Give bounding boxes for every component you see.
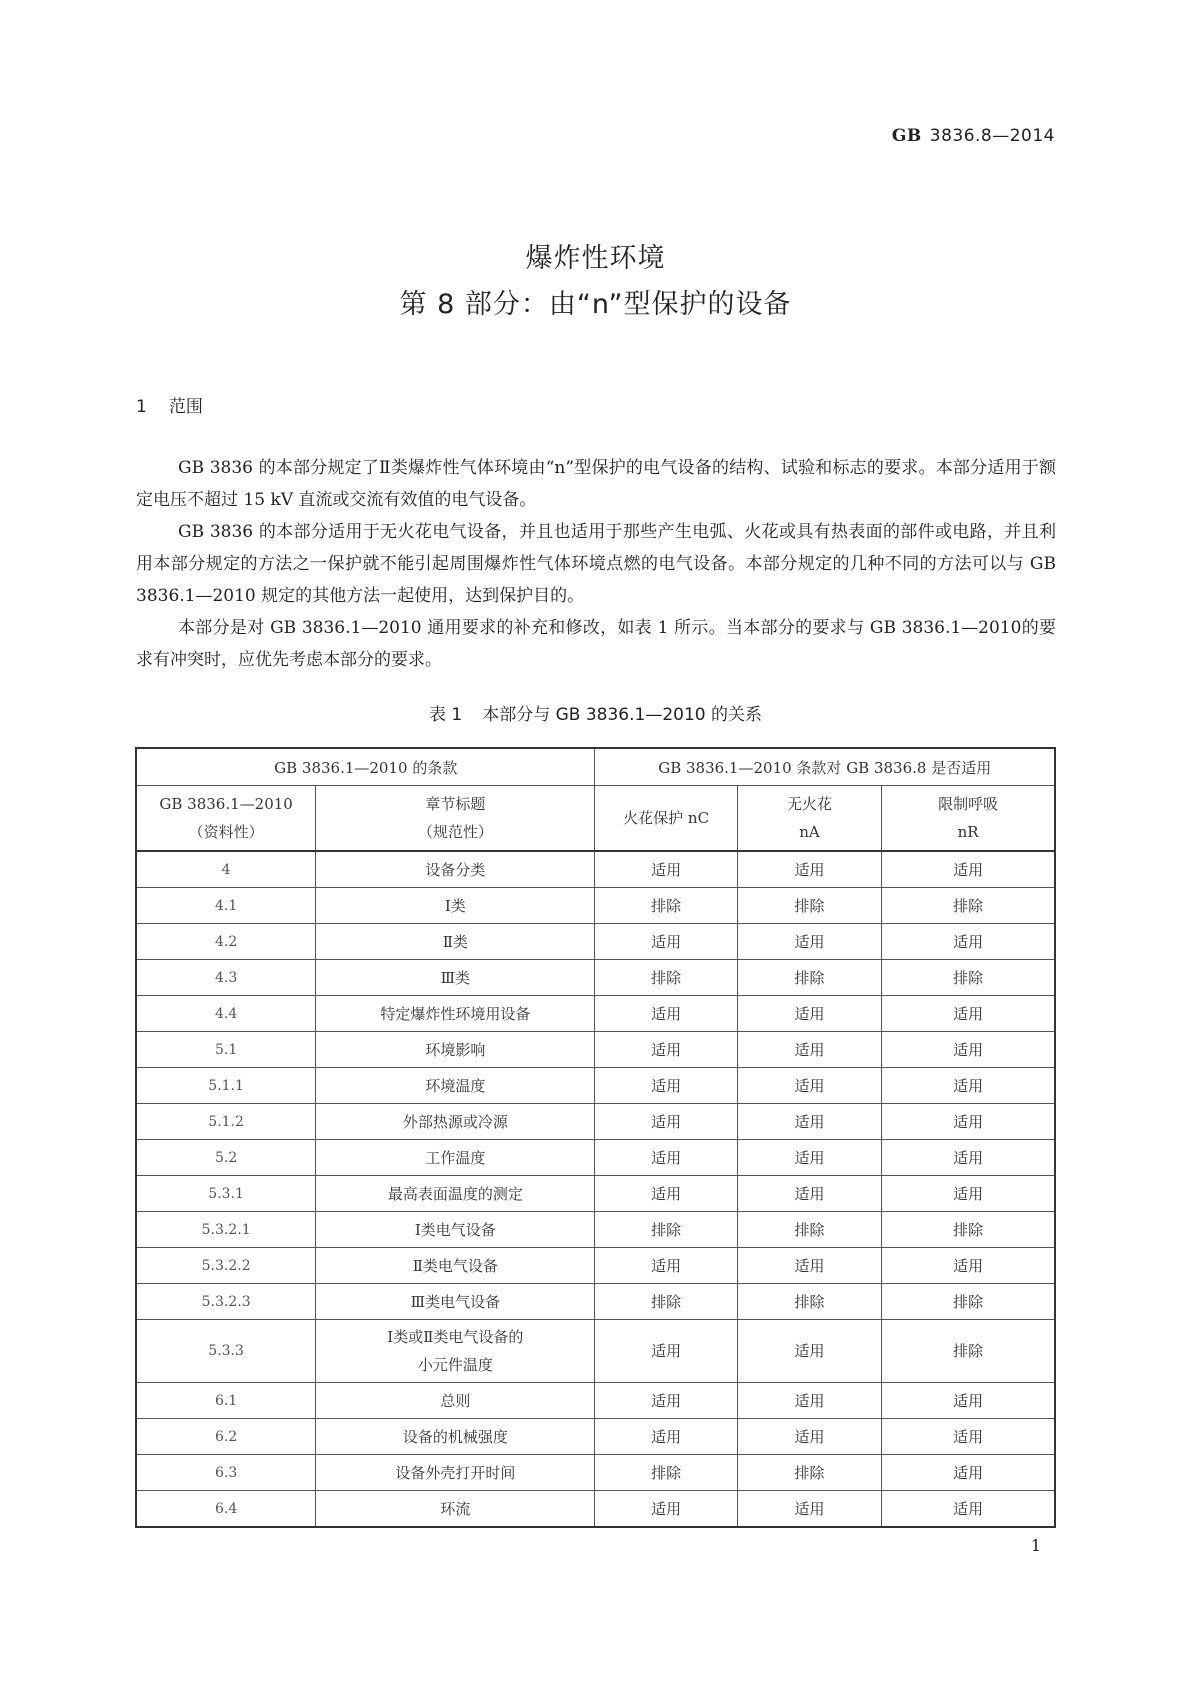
header-right: GB 3836.1—2010 条款对 GB 3836.8 是否适用: [595, 748, 1055, 786]
table-row: 5.1.1 环境温度 适用 适用 适用: [136, 1068, 1055, 1104]
paragraph: 本部分是对 GB 3836.1—2010 通用要求的补充和修改，如表 1 所示。当本部分的要求与 GB 3836.1—2010的要求有冲突时，应优先考虑本部分的要求。: [136, 618, 1056, 670]
table-row: 5.3.2.1 Ⅰ类电气设备 排除 排除 排除: [136, 1212, 1055, 1248]
table-caption-text: 本部分与 GB 3836.1—2010 的关系: [482, 705, 763, 725]
page-number: 1: [1030, 1536, 1041, 1555]
col-header-title: 章节标题 （规范性）: [316, 786, 595, 852]
section-title: 范围: [168, 397, 203, 417]
table-row: 5.1.2 外部热源或冷源 适用 适用 适用: [136, 1104, 1055, 1140]
table-row: 4 设备分类 适用 适用 适用: [136, 851, 1055, 888]
relationship-table: [135, 747, 1056, 1528]
table-row: 5.3.2.3 Ⅲ类电气设备 排除 排除 排除: [136, 1284, 1055, 1320]
table-row: 4.4 特定爆炸性环境用设备 适用 适用 适用: [136, 996, 1055, 1032]
table-row: 6.3 设备外壳打开时间 排除 排除 适用: [136, 1455, 1055, 1491]
table-row: 4.1 Ⅰ类 排除 排除 排除: [136, 888, 1055, 924]
col-header-nr: 限制呼吸 nR: [882, 786, 1055, 852]
header-left: GB 3836.1—2010 的条款: [136, 748, 595, 786]
table-row: 6.4 环流 适用 适用 适用: [136, 1491, 1055, 1528]
table-row: 5.2 工作温度 适用 适用 适用: [136, 1140, 1055, 1176]
standard-code: [892, 126, 1055, 146]
document-title: 爆炸性环境: [525, 243, 666, 274]
paragraph: GB 3836 的本部分适用于无火花电气设备，并且也适用于那些产生电弧、火花或具有热表面的部件或电路，并且利用本部分规定的方法之一保护就不能引起周围爆炸性气体环境点燃的电气设备。本部分规定的几种不同的方法可以与 GB 3836.1—2010 规定的其他方法一起使用，达到保护目的。: [136, 522, 1056, 606]
table-caption: [0, 700, 1191, 725]
table-row: 6.1 总则 适用 适用 适用: [136, 1383, 1055, 1419]
section-number: 1: [136, 397, 147, 417]
standard-number: 3836.8—2014: [929, 126, 1055, 146]
document-subtitle: 第 8 部分：由“n”型保护的设备: [399, 289, 792, 320]
table-row: 5.3.3 Ⅰ类或Ⅱ类电气设备的 小元件温度 适用 适用 排除: [136, 1320, 1055, 1383]
table-row: 4.2 Ⅱ类 适用 适用 适用: [136, 924, 1055, 960]
table-row: 4.3 Ⅲ类 排除 排除 排除: [136, 960, 1055, 996]
section-heading: [136, 392, 203, 417]
paragraph: GB 3836 的本部分规定了Ⅱ类爆炸性气体环境由“n”型保护的电气设备的结构、试验和标志的要求。本部分适用于额定电压不超过 15 kV 直流或交流有效值的电气设备。: [136, 458, 1056, 510]
table-row: 5.3.2.2 Ⅱ类电气设备 适用 适用 适用: [136, 1248, 1055, 1284]
table-caption-label: 表 1: [428, 705, 463, 725]
col-header-nc: 火花保护 nC: [595, 786, 737, 852]
col-header-clause: GB 3836.1—2010 （资料性）: [136, 786, 316, 852]
col-header-na: 无火花 nA: [737, 786, 881, 852]
standard-prefix: GB: [891, 126, 922, 146]
table-row: 6.2 设备的机械强度 适用 适用 适用: [136, 1419, 1055, 1455]
table-row: 5.1 环境影响 适用 适用 适用: [136, 1032, 1055, 1068]
table-row: 5.3.1 最高表面温度的测定 适用 适用 适用: [136, 1176, 1055, 1212]
body-text: [136, 452, 1056, 676]
